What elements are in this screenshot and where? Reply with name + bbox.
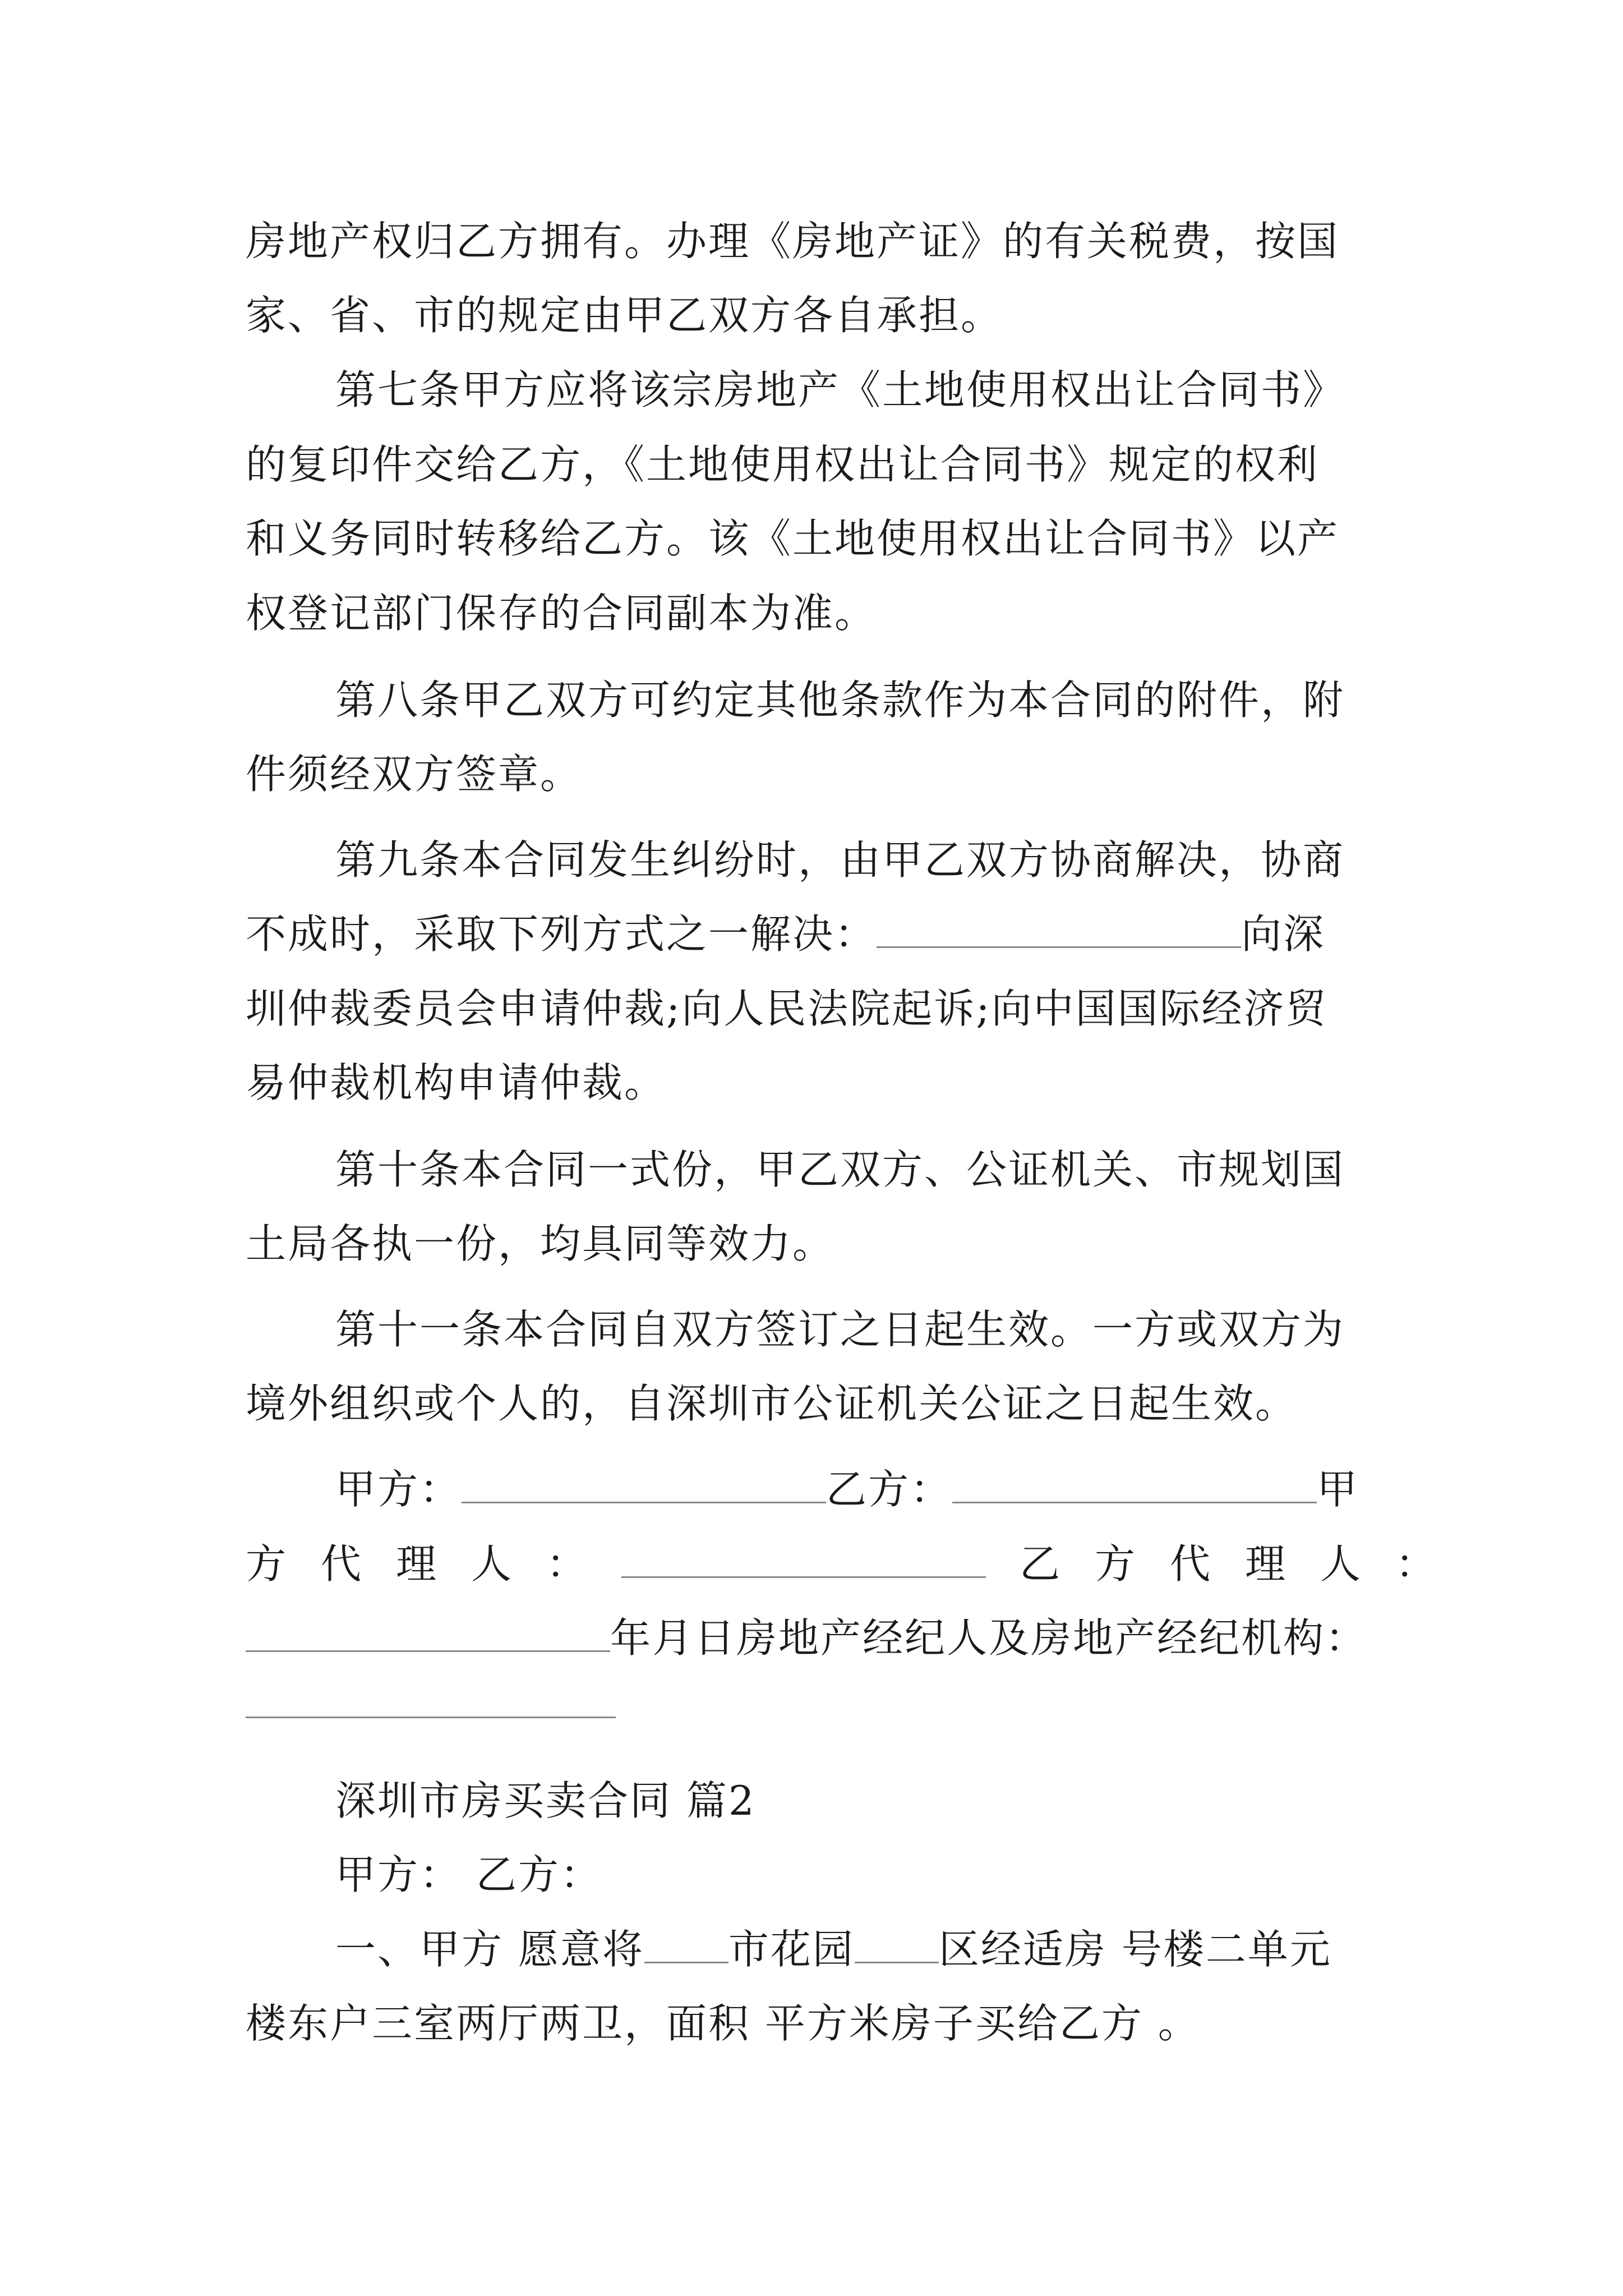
text-line: 件须经双方签章。	[246, 751, 583, 798]
party-b-agent-label: 乙方代理人：	[1020, 1540, 1471, 1588]
dispute-method-line	[246, 906, 1325, 962]
party-a-agent-label: 方代理人：	[246, 1540, 622, 1588]
clause-9-line: 第九条本合同发生纠纷时，由甲乙双方协商解决，协商	[335, 836, 1345, 884]
clause-1-part-b: 市花园	[728, 1926, 855, 1973]
clause-1-line	[335, 1921, 1332, 1977]
agent-line	[246, 1536, 1470, 1592]
text-line: 圳仲裁委员会申请仲裁;向人民法院起诉;向中国国际经济贸	[246, 985, 1328, 1032]
city-blank	[644, 1928, 728, 1963]
party-a-blank	[462, 1468, 826, 1503]
party-a-label: 甲方：	[335, 1466, 462, 1513]
signature-line	[335, 1461, 1359, 1517]
text-line: 楼东户三室两厅两卫，面积 平方米房子买给乙方 。	[246, 2000, 1200, 2047]
dispute-method-label: 不成时，采取下列方式之一解决：	[246, 910, 877, 958]
dispute-method-blank	[877, 913, 1241, 948]
section-title: 深圳市房买卖合同 篇2	[335, 1777, 756, 1824]
clause-11-line: 第十一条本合同自双方签订之日起生效。一方或双方为	[335, 1306, 1345, 1353]
text-line: 房地产权归乙方拥有。办理《房地产证》的有关税费，按国	[246, 218, 1340, 265]
date-line	[246, 1610, 1367, 1666]
clause-7-line: 第七条甲方应将该宗房地产《土地使用权出让合同书》	[335, 366, 1345, 413]
date-broker-label: 年月日房地产经纪人及房地产经纪机构：	[610, 1614, 1368, 1662]
party-a-agent-blank	[621, 1543, 986, 1578]
clause-1-part-a: 一、甲方 愿意将	[335, 1926, 644, 1973]
party-b-blank	[952, 1468, 1317, 1503]
parties-line: 甲方： 乙方：	[335, 1851, 602, 1898]
broker-blank	[246, 1717, 616, 1718]
clause-1-part-c: 区经适房 号楼二单元	[938, 1926, 1332, 1973]
text-line: 和义务同时转移给乙方。该《土地使用权出让合同书》以产	[246, 515, 1340, 562]
party-b-label: 乙方：	[826, 1466, 953, 1513]
clause-10-line: 第十条本合同一式份，甲乙双方、公证机关、市规划国	[335, 1146, 1345, 1193]
text-line: 权登记部门保存的合同副本为准。	[246, 590, 877, 637]
text-line: 土局各执一份，均具同等效力。	[246, 1220, 835, 1267]
party-a-agent-prefix: 甲	[1317, 1466, 1359, 1513]
clause-8-line: 第八条甲乙双方可约定其他条款作为本合同的附件，附	[335, 677, 1345, 724]
party-b-agent-blank	[246, 1617, 610, 1652]
text-line: 的复印件交给乙方，《土地使用权出让合同书》规定的权利	[246, 441, 1320, 488]
text-line: 境外组织或个人的，自深圳市公证机关公证之日起生效。	[246, 1380, 1298, 1427]
dispute-method-tail: 向深	[1241, 910, 1326, 958]
text-line: 易仲裁机构申请仲裁。	[246, 1059, 667, 1106]
district-blank	[855, 1928, 939, 1963]
text-line: 家、省、市的规定由甲乙双方各自承担。	[246, 292, 1003, 339]
